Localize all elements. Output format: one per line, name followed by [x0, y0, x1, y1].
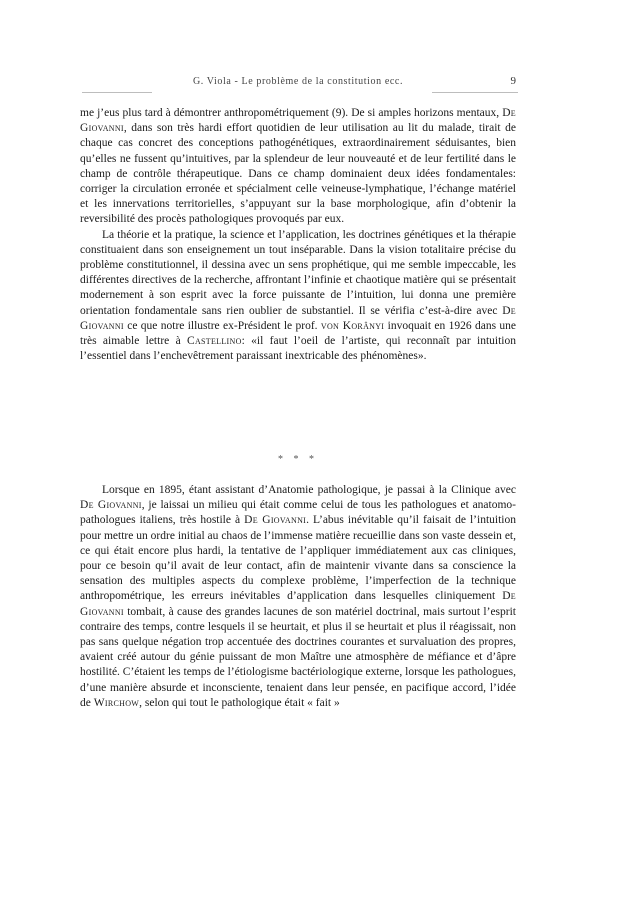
- paragraph-theorie: [80, 228, 516, 365]
- text-run: , selon qui tout le pathologique était « fait »: [139, 696, 340, 709]
- text-run: , je laissai un milieu qui était comme celui de tous les pathologues et anatomo-pathologues italiens, très hostile à: [80, 499, 517, 527]
- paragraph-continued: [80, 106, 516, 228]
- name-von-koranyi: von Korânyi: [320, 319, 385, 332]
- name-de-giovanni: De Giovanni: [80, 304, 516, 332]
- text-run: Lorsque en 1895, étant assistant d’Anatomie pathologique, je passai à la Clinique avec: [102, 484, 516, 496]
- text-run: , dans son très hardi effort quotidien de leur utilisation au lit du malade, tirait de chaque cas concret des conceptions pathogénétiques, extraordinairement séduisantes, bien qu’elles ne fussent qu’intuitives, par la splendeur de leur nouveauté et de leur fertilité dans le champ de contrôle thérapeutique. Dans ce champ dominaient deux idées fondamentales: corriger la circulation erronée et spécialment celle veineuse-lymphatique, l’échange matériel et les innervations territorielles, s’appuyant sur la base morphologique, afin d’obtenir la reversibilité des procès pathologiques provoqués par eux.: [80, 122, 516, 226]
- text-run: ce que notre illustre ex-Président le prof.: [123, 319, 321, 332]
- text-run: tombait, à cause des grandes lacunes de son matériel doctrinal, mais surtout l’esprit contraire des temps, contre lesquels il se heurtait, et plus il se heurtait et plus il réagissait, non pas sans quelque négation trop accentuée des doctrines courantes et survaluation des propres, avaient créé autour du génie puissant de mon Maître une atmosphère de méfiance et d’âpre hostilité. C’étaient les temps de l’étiologisme bactériologique externe, lorsque les pathologues, d’une manière absurde et inconsciente, tenaient dans leur pensée, en pacifique accord, l’idée de: [80, 605, 516, 709]
- text-run: : «il faut l’oeil de l’artiste, qui reconnaît par intuition l’essentiel dans l’enchevêtrement paraissant inextricable des phénomènes».: [80, 335, 516, 363]
- header-rule-left: [82, 92, 152, 93]
- text-run: La théorie et la pratique, la science et l’application, les doctrines génétiques et la thérapie constituaient dans son enseignement un tout inséparable. Dans la vision totalitaire précise du problème constitutionnel, il dessina avec un sens prophétique, qui me semble impeccable, les différentes directives de la recherche, affrontant l’infinie et chaotique matière qui se présentait modernement à son esprit avec la force puissante de l’intuition, lui donna une première orientation fondamentale sans rien oublier de substantiel. Il se vérifia c’est-à-dire avec: [80, 228, 516, 317]
- name-de-giovanni: De Giovanni: [244, 514, 307, 527]
- page-number: 9: [510, 75, 516, 87]
- name-wirchow: Wirchow: [93, 696, 140, 709]
- running-head: G. Viola - Le problème de la constitution ecc.: [192, 76, 404, 87]
- section-1-text: [80, 106, 516, 364]
- section-separator: * * *: [278, 454, 318, 465]
- header-rule-right: [432, 92, 518, 93]
- name-de-giovanni: De Giovanni: [80, 590, 516, 618]
- name-de-giovanni: De Giovanni: [80, 107, 516, 135]
- text-run: . L’abus inévitable qu’il faisait de l’intuition pour mettre un ordre initial au chaos de l’immense matière recueillie dans son vaste dessein et, ce qui était encore plus hardi, la tentative de l’appliquer immédiatement aux cas cliniques, pour ce besoin qu’il avait de leur contact, afin de maintenir vivante dans sa conscience la sensation des multiples aspects du complexe problème, l’imperfection de la technique anthropométrique, les erreurs inévitables d’application dans lesquelles cliniquement: [80, 514, 516, 603]
- text-run: invoquait en 1926 dans une très aimable lettre à: [80, 319, 516, 348]
- text-run: me j’eus plus tard à démontrer anthropométriquement (9). De si amples horizons mentaux,: [80, 107, 503, 119]
- section-2-text: [80, 483, 516, 711]
- paragraph-lorsque: [80, 483, 516, 711]
- name-castellino: Castellino: [187, 335, 242, 348]
- name-de-giovanni: De Giovanni: [80, 499, 142, 512]
